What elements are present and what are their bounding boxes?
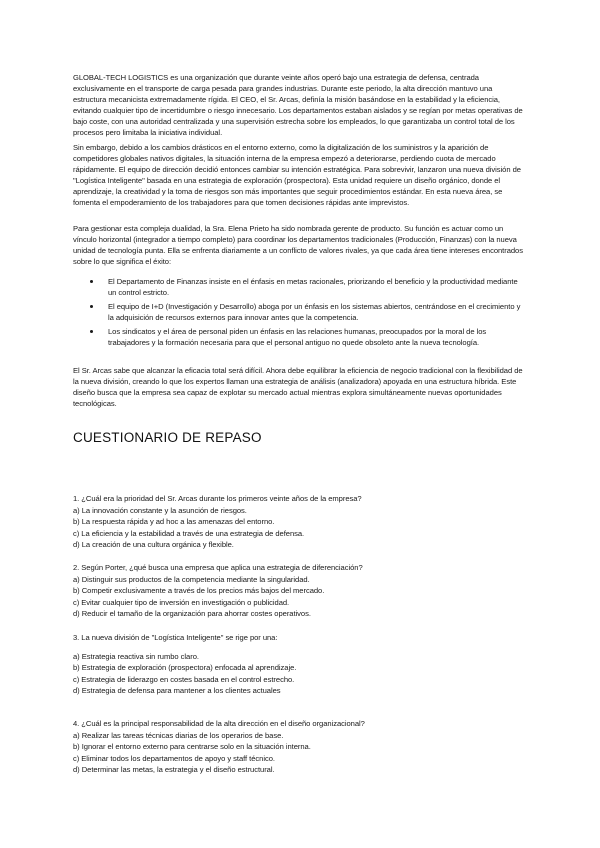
quiz-question-2 (73, 562, 523, 619)
question-options (73, 574, 523, 619)
bullet-text: Los sindicatos y el área de personal piden un énfasis en las relaciones humanas, preocupados por la moral de los trabajadores y la formación necesaria para que el personal antiguo no quede obsoleto ante la nueva tecnología. (108, 327, 487, 348)
quiz-question-4 (73, 718, 523, 775)
bullet-text: El equipo de I+D (Investigación y Desarrollo) aboga por un énfasis en los sistemas abiertos, centrándose en el crecimiento y la adquisición de recursos externos para innovar antes que la competencia. (108, 302, 521, 323)
question-text: 3. La nueva división de "Logística Inteligente" se rige por una: (73, 633, 278, 642)
bullet-icon (90, 280, 93, 283)
option-a: a) Distinguir sus productos de la competencia mediante la singularidad. (73, 575, 310, 585)
quiz-question-1 (73, 493, 523, 550)
option-d: d) Determinar las metas, la estrategia y el diseño estructural. (73, 764, 275, 774)
option-b: b) Ignorar el entorno externo para centrarse solo en la situación interna. (73, 742, 311, 752)
bullet-icon (90, 305, 93, 308)
question-options (73, 730, 523, 775)
question-options (73, 651, 523, 696)
option-b: b) Competir exclusivamente a través de los precios más bajos del mercado. (73, 586, 325, 596)
option-c: c) Estrategia de liderazgo en costes basada en el control estrecho. (73, 674, 295, 684)
intro-paragraph-3: Para gestionar esta compleja dualidad, la Sra. Elena Prieto ha sido nombrada gerente de producto. Su función es actuar como un vínculo horizontal (integrador a tiempo completo) para coordinar los departamentos tradicionales (Producción, Finanzas) con la nueva unidad de tecnología punta. Ella se enfrenta diariamente a un conflicto de valores rivales, ya que cada área tiene intereses encontrados sobre lo que significa el éxito: (73, 224, 523, 267)
quiz-heading: CUESTIONARIO DE REPASO (73, 430, 262, 445)
quiz-question-3 (73, 632, 523, 696)
intro-paragraph-1: GLOBAL-TECH LOGISTICS es una organización que durante veinte años operó bajo una estrategia de defensa, centrada exclusivamente en el transporte de carga pesada para grandes industrias. Durante este periodo, la alta dirección mantuvo una estructura mecanicista extremadamente rígida. El CEO, el Sr. Arcas, definía la misión basándose en la estabilidad y la eficiencia, evitando cualquier tipo de incertidumbre o riesgo innecesario. Los departamentos estaban aislados y se regían por metas operativas de bajo coste, con una autoridad centralizada y una supervisión estrecha sobre los empleados, lo que garantizaba un control total de los procesos pero limitaba la iniciativa individual. (73, 73, 523, 138)
option-b: b) La respuesta rápida y ad hoc a las amenazas del entorno. (73, 517, 275, 527)
bullet-text: El Departamento de Finanzas insiste en el énfasis en metas racionales, priorizando el beneficio y la productividad mediante un control estricto. (108, 277, 518, 298)
option-d: d) Reducir el tamaño de la organización para ahorrar costes operativos. (73, 608, 311, 618)
bullet-icon (90, 330, 93, 333)
list-item (73, 301, 523, 323)
question-options (73, 505, 523, 550)
question-text: 1. ¿Cuál era la prioridad del Sr. Arcas durante los primeros veinte años de la empresa? (73, 494, 362, 503)
option-a: a) Realizar las tareas técnicas diarias de los operarios de base. (73, 731, 284, 741)
option-d: d) Estrategia de defensa para mantener a los clientes actuales (73, 685, 281, 695)
option-a: a) La innovación constante y la asunción de riesgos. (73, 506, 247, 516)
list-item (73, 326, 523, 348)
option-c: c) Eliminar todos los departamentos de apoyo y staff técnico. (73, 753, 275, 763)
option-d: d) La creación de una cultura orgánica y flexible. (73, 539, 234, 549)
values-bullet-list (73, 276, 523, 352)
intro-paragraph-2: Sin embargo, debido a los cambios drásticos en el entorno externo, como la digitalización de los suministros y la aparición de competidores globales nativos digitales, la situación interna de la empresa empezó a deteriorarse, perdiendo cuota de mercado rápidamente. El equipo de dirección decidió entonces cambiar su intención estratégica. Para sobrevivir, lanzaron una nueva división de "Logística Inteligente" basada en una estrategia de exploración (prospectora). Esta unidad requiere un diseño orgánico, donde el aprendizaje, la creatividad y la toma de riesgos son más importantes que seguir procedimientos estándar. En esta nueva área, se fomenta el empoderamiento de los trabajadores para que tomen decisiones rápidas ante imprevistos. (73, 143, 521, 208)
option-c: c) Evitar cualquier tipo de inversión en investigación o publicidad. (73, 597, 290, 607)
intro-paragraph-4: El Sr. Arcas sabe que alcanzar la eficacia total será difícil. Ahora debe equilibrar la eficiencia de negocio tradicional con la flexibilidad de la nueva división, creando lo que los expertos llaman una estrategia de análisis (analizadora) apoyada en una estructura híbrida. Este diseño busca que la empresa sea capaz de explotar su mercado actual mientras explora simultáneamente nuevas oportunidades tecnológicas. (73, 366, 523, 409)
list-item (73, 276, 523, 298)
option-c: c) La eficiencia y la estabilidad a través de una estrategia de defensa. (73, 528, 305, 538)
option-b: b) Estrategia de exploración (prospectora) enfocada al aprendizaje. (73, 663, 297, 673)
option-a: a) Estrategia reactiva sin rumbo claro. (73, 652, 199, 662)
question-text: 4. ¿Cuál es la principal responsabilidad de la alta dirección en el diseño organizacional? (73, 719, 365, 728)
question-text: 2. Según Porter, ¿qué busca una empresa que aplica una estrategia de diferenciación? (73, 563, 363, 572)
